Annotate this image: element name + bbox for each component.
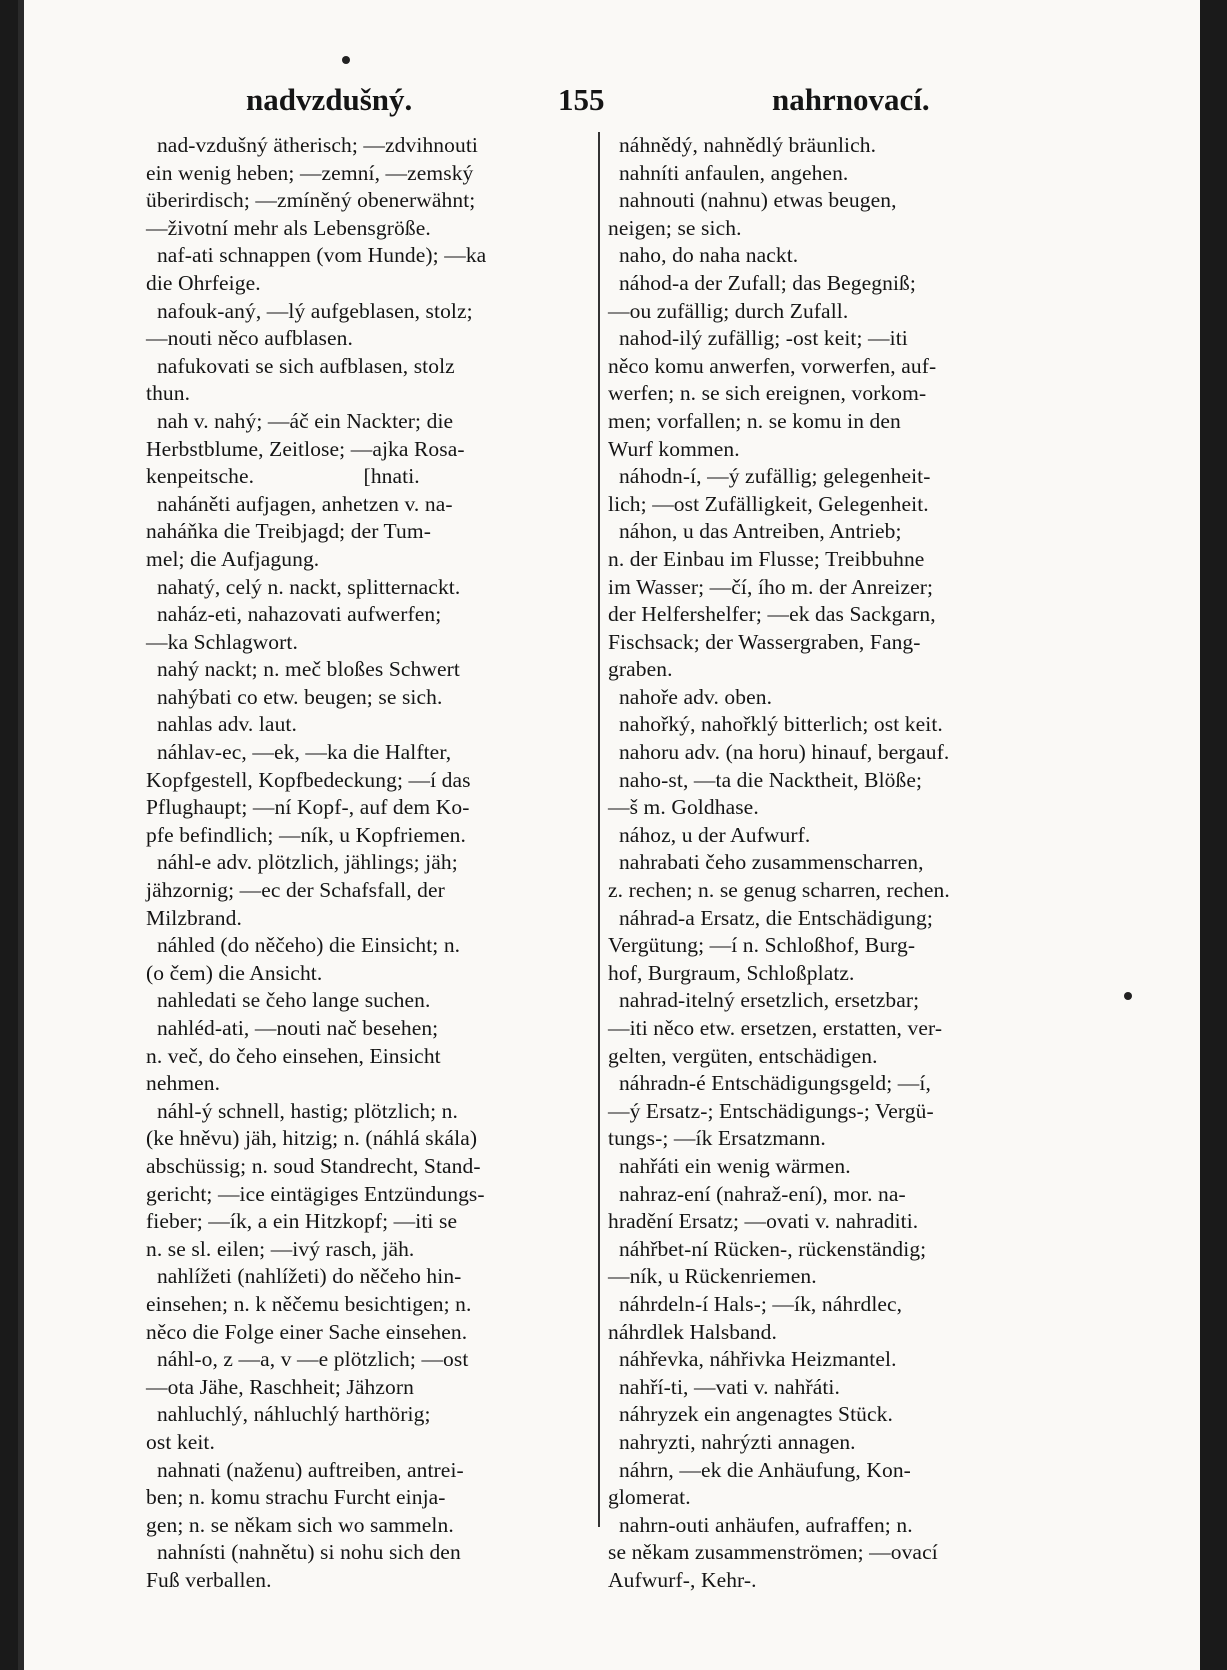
entry-line: náhon, u das Antreiben, Antrieb; [608, 519, 902, 544]
right-column [608, 132, 1078, 1594]
entry-line: glomerat. [608, 1485, 691, 1510]
entry-line: naf-ati schnappen (vom Hunde); —ka [146, 243, 487, 268]
entry-line: —ý Ersatz-; Entschädigungs-; Vergü- [608, 1098, 934, 1123]
entry-line: Fischsack; der Wassergraben, Fang- [608, 629, 921, 654]
entry-line: pfe befindlich; —ník, u Kopfriemen. [146, 822, 466, 847]
entry-line: nahatý, celý n. nackt, splitternackt. [146, 574, 461, 599]
entry-line: ost keit. [146, 1429, 215, 1454]
entry-line: —š m. Goldhase. [608, 795, 759, 820]
entry-line: nahrabati čeho zusammenscharren, [608, 850, 924, 875]
entry-line: —ník, u Rückenriemen. [608, 1264, 817, 1289]
entry-line: nahledati se čeho lange suchen. [146, 988, 431, 1013]
entry-line: náhrad-a Ersatz, die Entschädigung; [608, 905, 933, 930]
entry-line: nahý nackt; n. meč bloßes Schwert [146, 657, 460, 682]
entry-line: nahnouti (nahnu) etwas beugen, [608, 188, 897, 213]
entry-line: náhodn-í, —ý zufällig; gelegenheit- [608, 464, 931, 489]
entry-line: neigen; se sich. [608, 215, 742, 240]
entry-line: nafouk-aný, —lý aufgeblasen, stolz; [146, 298, 473, 323]
entry-line: náhrdlek Halsband. [608, 1319, 777, 1344]
entry-line: nah v. nahý; —áč ein Nackter; die [146, 408, 454, 433]
entry-line: Wurf kommen. [608, 436, 740, 461]
entry-line: gen; n. se někam sich wo sammeln. [146, 1512, 454, 1537]
entry-line: Pflughaupt; —ní Kopf-, auf dem Ko- [146, 795, 470, 820]
entry-line: nahoru adv. (na horu) hinauf, bergauf. [608, 740, 950, 765]
entry-line: Aufwurf-, Kehr-. [608, 1567, 757, 1592]
entry-line: nahří-ti, —vati v. nahřáti. [608, 1374, 840, 1399]
entry-line: nahraz-ení (nahraž-ení), mor. na- [608, 1181, 906, 1206]
entry-line: nahlas adv. laut. [146, 712, 297, 737]
entry-line: nahrn-outi anhäufen, aufraffen; n. [608, 1512, 913, 1537]
page-number: 155 [558, 82, 605, 117]
entry-line: —iti něco etw. ersetzen, erstatten, ver- [608, 1016, 943, 1040]
right-guide-word: nahrnovací. [772, 82, 930, 117]
entry-line: —životní mehr als Lebensgröße. [146, 215, 431, 240]
entry-line: náhod-a der Zufall; das Begegniß; [608, 270, 916, 295]
entry-line: náhlav-ec, —ek, —ka die Halfter, [146, 740, 452, 765]
entry-line: náhl-e adv. plötzlich, jählings; jäh; [146, 850, 458, 875]
left-column [146, 132, 592, 1594]
entry-line: naháněti aufjagen, anhetzen v. na- [146, 491, 453, 516]
entry-line: graben. [608, 657, 673, 682]
entry-line: die Ohrfeige. [146, 270, 261, 295]
entry-line: naho-st, —ta die Nacktheit, Blöße; [608, 767, 923, 792]
entry-line: hradění Ersatz; —ovati v. nahraditi. [608, 1209, 919, 1234]
entry-line: (ke hněvu) jäh, hitzig; n. (náhlá skála) [146, 1126, 478, 1151]
entry-line: (o čem) die Ansicht. [146, 960, 323, 985]
entry-line: einsehen; n. k něčemu besichtigen; n. [146, 1291, 472, 1316]
entry-line: nahod-ilý zufällig; -ost keit; —iti [608, 326, 908, 351]
entry-line: nahýbati co etw. beugen; se sich. [146, 684, 443, 709]
entry-line: nahoře adv. oben. [608, 684, 773, 709]
entry-line: der Helfershelfer; —ek das Sackgarn, [608, 602, 936, 627]
entry-line: nehmen. [146, 1071, 221, 1096]
entry-line: z. rechen; n. se genug scharren, rechen. [608, 878, 950, 903]
entry-line: men; vorfallen; n. se komu in den [608, 408, 901, 433]
print-speck [342, 56, 350, 64]
entry-line: gericht; —ice eintägiges Entzündungs- [146, 1181, 485, 1206]
entry-line: náhřbet-ní Rücken-, rückenständig; [608, 1236, 927, 1261]
entry-line: něco die Folge einer Sache einsehen. [146, 1319, 468, 1344]
entry-line: nafukovati se sich aufblasen, stolz [146, 353, 455, 378]
entry-line: nahnísti (nahnětu) si nohu sich den [146, 1540, 461, 1565]
entry-line: náhl-o, z —a, v —e plötzlich; —ost [146, 1347, 469, 1372]
entry-line: naháňka die Treibjagd; der Tum- [146, 519, 431, 544]
entry-line: nahléd-ati, —nouti nač besehen; [146, 1016, 439, 1040]
entry-line: Vergütung; —í n. Schloßhof, Burg- [608, 933, 916, 958]
entry-line: Herbstblume, Zeitlose; —ajka Rosa- [146, 436, 465, 461]
column-divider [598, 132, 600, 1527]
entry-line: werfen; n. se sich ereignen, vorkom- [608, 381, 927, 406]
entry-line: náhl-ý schnell, hastig; plötzlich; n. [146, 1098, 459, 1123]
dictionary-page [18, 0, 1200, 1670]
entry-line: —ota Jähe, Raschheit; Jähzorn [146, 1374, 414, 1399]
entry-line: nához, u der Aufwurf. [608, 822, 811, 847]
entry-line: Milzbrand. [146, 905, 242, 930]
entry-line: naház-eti, nahazovati aufwerfen; [146, 602, 442, 627]
entry-line: náhradn-é Entschädigungsgeld; —í, [608, 1071, 931, 1096]
entry-line: n. se sl. eilen; —ivý rasch, jäh. [146, 1236, 415, 1261]
entry-line: lich; —ost Zufälligkeit, Gelegenheit. [608, 491, 929, 516]
entry-line: nahrad-itelný ersetzlich, ersetzbar; [608, 988, 920, 1013]
left-guide-word: nadvzdušný. [246, 82, 413, 117]
entry-line: Kopfgestell, Kopfbedeckung; —í das [146, 767, 471, 792]
entry-line: ben; n. komu strachu Furcht einja- [146, 1485, 446, 1510]
entry-line: tungs-; —ík Ersatzmann. [608, 1126, 826, 1151]
entry-line: jähzornig; —ec der Schafsfall, der [146, 878, 445, 903]
entry-line: náhrdeln-í Hals-; —ík, náhrdlec, [608, 1291, 903, 1316]
entry-line: nahořký, nahořklý bitterlich; ost keit. [608, 712, 943, 737]
entry-line: se někam zusammenströmen; —ovací [608, 1540, 938, 1565]
entry-line: thun. [146, 381, 191, 406]
print-speck [1124, 992, 1132, 1000]
entry-line: gelten, vergüten, entschädigen. [608, 1043, 878, 1068]
entry-line: überirdisch; —zmíněný obenerwähnt; [146, 188, 476, 213]
entry-line: —nouti něco aufblasen. [146, 326, 353, 351]
entry-line: náhrn, —ek die Anhäufung, Kon- [608, 1457, 911, 1482]
entry-line: nahryzti, nahrýzti annagen. [608, 1429, 856, 1454]
entry-line: abschüssig; n. soud Standrecht, Stand- [146, 1153, 481, 1178]
entry-line: —ka Schlagwort. [146, 629, 298, 654]
entry-line: náhřevka, náhřivka Heizmantel. [608, 1347, 897, 1372]
entry-line: náhryzek ein angenagtes Stück. [608, 1402, 893, 1427]
entry-line: náhled (do něčeho) die Einsicht; n. [146, 933, 461, 958]
entry-line: nad-vzdušný ätherisch; —zdvihnouti [146, 133, 478, 157]
entry-line: náhnědý, nahnědlý bräunlich. [608, 133, 877, 157]
entry-line: naho, do naha nackt. [608, 243, 799, 268]
entry-line: im Wasser; —čí, ího m. der Anreizer; [608, 574, 934, 599]
entry-line: —ou zufällig; durch Zufall. [608, 298, 849, 323]
entry-line: nahlížeti (nahlížeti) do něčeho hin- [146, 1264, 462, 1289]
entry-line: n. der Einbau im Flusse; Treibbuhne [608, 546, 925, 571]
entry-line: mel; die Aufjagung. [146, 546, 320, 571]
entry-line: nahřáti ein wenig wärmen. [608, 1153, 851, 1178]
entry-line: něco komu anwerfen, vorwerfen, auf- [608, 353, 937, 378]
entry-line: Fuß verballen. [146, 1567, 272, 1592]
entry-line: kenpeitsche. [hnati. [146, 464, 420, 489]
entry-line: nahluchlý, náhluchlý harthörig; [146, 1402, 431, 1427]
entry-line: hof, Burgraum, Schloßplatz. [608, 960, 855, 985]
entry-line: ein wenig heben; —zemní, —zemský [146, 160, 474, 185]
running-head [24, 82, 1200, 128]
entry-line: nahníti anfaulen, angehen. [608, 160, 849, 185]
entry-line: n. več, do čeho einsehen, Einsicht [146, 1043, 441, 1068]
entry-line: nahnati (naženu) auftreiben, antrei- [146, 1457, 464, 1482]
entry-line: fieber; —ík, a ein Hitzkopf; —iti se [146, 1209, 458, 1234]
